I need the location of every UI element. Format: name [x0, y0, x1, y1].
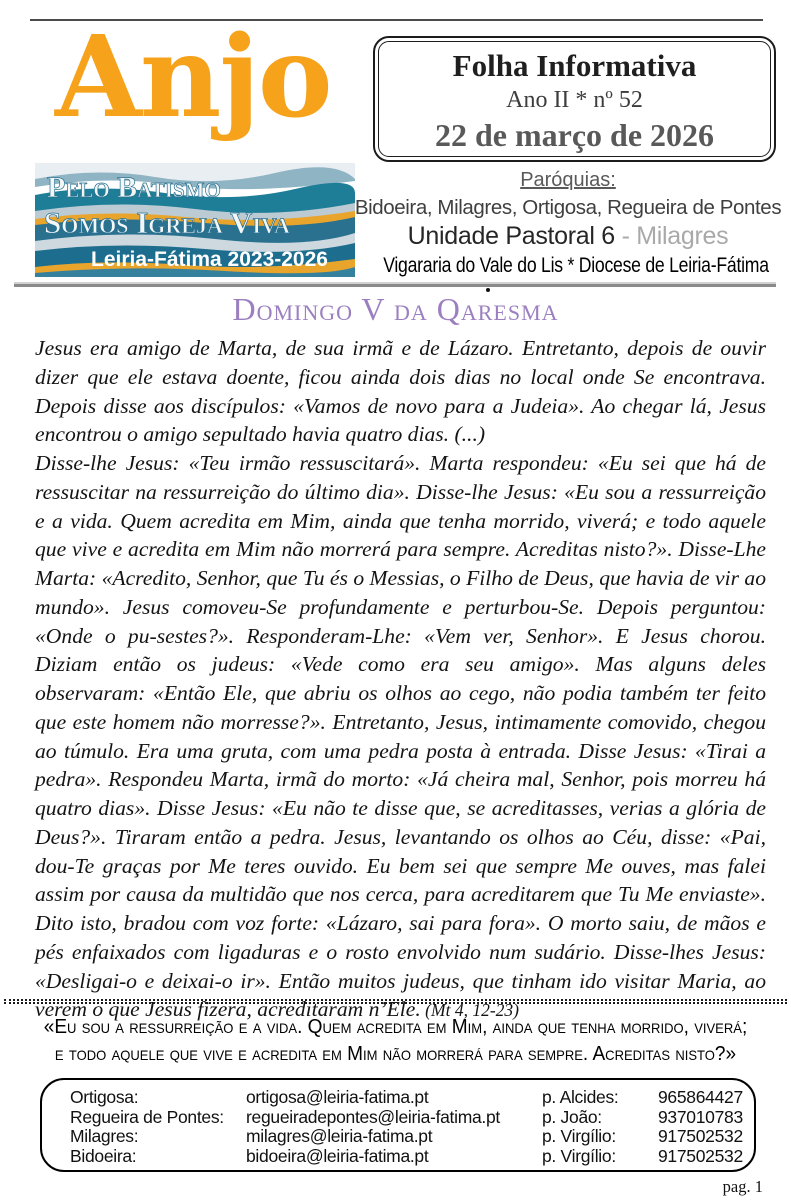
contact-parish: Regueira de Pontes: [70, 1106, 224, 1127]
contact-email: ortigosa@leiria-fatima.pt [246, 1087, 429, 1107]
infobox-title: Folha Informativa [452, 48, 697, 83]
contact-phone: 937010783 [658, 1106, 743, 1127]
contact-priest: p. Alcides: [542, 1087, 619, 1107]
parishes-label: Paróquias: [520, 169, 616, 191]
contact-phone: 917502532 [658, 1145, 743, 1166]
pastoral-unit-name: Unidade Pastoral 6 [407, 222, 615, 250]
waves-graphic [35, 163, 355, 277]
contact-phone: 965864427 [658, 1087, 743, 1107]
banner-line3: Leiria-Fátima 2023-2026 [91, 248, 328, 271]
gospel-body [35, 334, 766, 1025]
page-number: pag. 1 [722, 1177, 763, 1196]
header-divider [14, 282, 776, 287]
contact-row [70, 1088, 754, 1108]
dotted-divider [4, 999, 787, 1004]
pastoral-unit-suffix: - Milagres [614, 222, 729, 250]
pastoral-unit [348, 221, 788, 252]
vicariate-line: Vigararia do Vale do Lis * Diocese de Leiria-Fátima [383, 254, 769, 277]
contact-parish: Milagres: [70, 1126, 139, 1146]
infobox-date: 22 de março de 2026 [434, 117, 715, 153]
gospel-reference: (Mt 4, 12-23) [420, 1000, 519, 1021]
gospel-paragraph-2-text: Disse-lhe Jesus: «Teu irmão ressuscitará». Marta respondeu: «Eu sei que há de ressuscitar na ressurreição do último dia». Disse-lhe Jesus: «Eu sou a ressurreição e a vida. Quem acredita em Mim, ainda que tenha morrido, viverá; e todo aquele que vive e acredita em Mim não morrerá para sempre. Acreditas nisto?». Disse-Lhe Marta: «Acredito, Senhor, que Tu és o Messias, o Filho de Deus, que havia de vir ao mundo». Jesus comoveu-Se profundamente e perturbou-Se. Depois perguntou: «Onde o pu-sestes?». Responderam-Lhe: «Vem ver, Senhor». E Jesus chorou. Diziam então os judeus: «Vede como era seu amigo». Mas alguns deles observaram: «Então Ele, que abriu os olhos ao cego, não podia também ter feito que este homem não morresse?». Entretanto, Jesus, intimamente comovido, chegou ao túmulo. Era uma gruta, com uma pedra posta à entrada. Disse Jesus: «Tirai a pedra». Respondeu Marta, irmã do morto: «Já cheira mal, Senhor, pois morreu há quatro dias». Disse Jesus: «Eu não te disse que, se acreditasses, verias a glória de Deus?». Tiraram então a pedra. Jesus, levantando os olhos ao Céu, disse: «Pai, dou-Te graças por Me teres ouvido. Eu bem sei que sempre Me ouves, mas falei assim por causa da multidão que nos cerca, para acreditarem que Tu Me enviaste». Dito isto, bradou com voz forte: «Lázaro, sai para fora». O morto saiu, de mãos e pés enfaixados com ligaduras e o rosto envolvido num sudário. Disse-lhes Jesus: «Desligai-o e deixai-o ir». Então muitos judeus, que tinham ido visitar Maria, ao verem o que Jesus fizera, acreditaram n’Ele. [35, 451, 766, 1022]
contacts-box [40, 1078, 756, 1172]
parishes-names: Bidoeira, Milagres, Ortigosa, Regueira de Pontes [354, 196, 782, 219]
gospel-quote-line1: «Eu sou a ressurreição e a vida. Quem acredita em Mim, ainda que tenha morrido, viverá; [43, 1015, 748, 1038]
contact-priest: p. Virgílio: [542, 1145, 616, 1166]
banner-line1: Pelo Batismo [47, 171, 221, 204]
gospel-heading: Domingo V da Qaresma [232, 291, 559, 327]
campaign-banner-image [35, 163, 355, 277]
infobox-edition: Ano II * nº 52 [506, 87, 643, 113]
gospel-quote [0, 1013, 791, 1067]
contact-row [70, 1147, 754, 1167]
newsletter-title: Anjo [55, 12, 331, 143]
contact-email: bidoeira@leiria-fatima.pt [246, 1145, 429, 1166]
issue-infobox [373, 36, 776, 162]
contact-phone: 917502532 [658, 1126, 743, 1146]
contact-email: regueiradepontes@leiria-fatima.pt [246, 1106, 500, 1127]
contact-parish: Bidoeira: [70, 1145, 137, 1166]
contact-priest: p. João: [542, 1106, 602, 1127]
contact-email: milagres@leiria-fatima.pt [246, 1126, 433, 1146]
contact-priest: p. Virgílio: [542, 1126, 616, 1146]
contact-parish: Ortigosa: [70, 1087, 139, 1107]
contact-row [70, 1127, 754, 1147]
parishes-block [348, 167, 788, 279]
contact-row [70, 1108, 754, 1128]
gospel-quote-line2: e todo aquele que vive e acredita em Mim não morrerá para sempre. Acreditas nisto?» [54, 1042, 737, 1065]
banner-line2: Somos Igreja Viva [44, 205, 290, 240]
issue-infobox-inner [378, 41, 771, 157]
gospel-paragraph-2 [35, 449, 766, 1025]
gospel-paragraph-1: Jesus era amigo de Marta, de sua irmã e de Lázaro. Entretanto, depois de ouvir dizer que ele estava doente, ficou ainda dois dias no local onde Se encontrava. Depois disse aos discípulos: «Vamos de novo para a Judeia». Ao chegar lá, Jesus encontrou o amigo sepultado havia quatro dias. (...) [35, 336, 766, 447]
